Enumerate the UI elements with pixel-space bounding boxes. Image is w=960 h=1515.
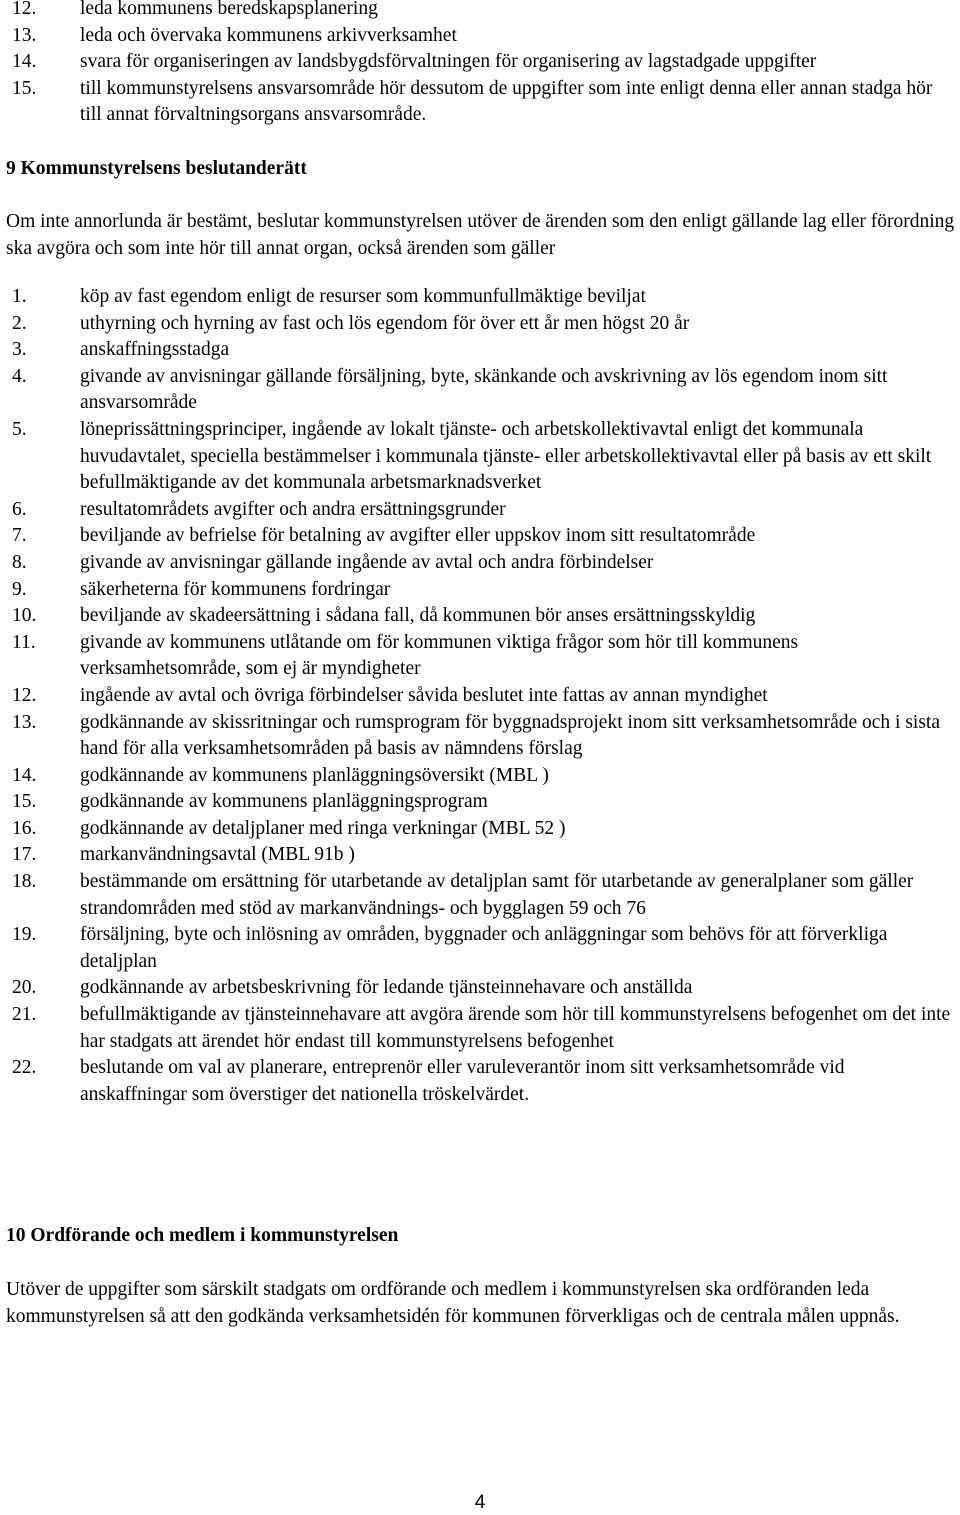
list-item-number: 1.	[12, 286, 27, 307]
list-item-number: 14.	[12, 51, 37, 73]
list-item	[0, 816, 956, 843]
section-9-heading: 9 Kommunstyrelsens beslutanderätt	[6, 158, 307, 179]
list-item-number: 21.	[12, 1004, 37, 1026]
list-item-number: 12.	[12, 0, 37, 19]
list-item-number: 8.	[12, 551, 27, 573]
list-item-text: godkännande av detaljplaner med ringa verkningar (MBL 52 )	[80, 817, 566, 839]
list-item	[0, 417, 956, 497]
section-10-heading: 10 Ordförande och medlem i kommunstyrelsen	[6, 1225, 399, 1246]
list-item-text: leda och övervaka kommunens arkivverksamhet	[80, 24, 457, 46]
list-item	[0, 497, 956, 524]
list-item	[0, 76, 956, 129]
list-item-text: beviljande av skadeersättning i sådana fall, då kommunen bör anses ersättningsskyldig	[80, 605, 756, 627]
list-item	[0, 550, 956, 577]
list-item	[0, 523, 956, 550]
list-item	[0, 0, 956, 23]
list-item	[0, 364, 956, 417]
list-item-text: säkerheterna för kommunens fordringar	[80, 578, 391, 600]
list-item-number: 2.	[12, 312, 27, 334]
list-item-text: uthyrning och hyrning av fast och lös egendom för över ett år men högst 20 år	[80, 312, 690, 334]
list-item-text: godkännande av arbetsbeskrivning för ledande tjänsteinnehavare och anställda	[80, 977, 693, 999]
list-item	[0, 630, 956, 683]
list-item-text: givande av anvisningar gällande försäljning, byte, skänkande och avskrivning av lös egendom inom sitt ansvarsområde	[80, 365, 888, 414]
list-item-number: 6.	[12, 498, 27, 520]
list-item	[0, 763, 956, 790]
list-item-number: 5.	[12, 418, 27, 440]
list-item	[0, 577, 956, 604]
list-item-text: leda kommunens beredskapsplanering	[80, 0, 378, 19]
list-item	[0, 869, 956, 922]
list-item-number: 15.	[12, 791, 37, 813]
page-number: 4	[474, 1492, 486, 1513]
list-item	[0, 603, 956, 630]
list-item-text: markanvändningsavtal (MBL 91b )	[80, 844, 355, 866]
list-item-number: 14.	[12, 764, 37, 786]
list-item-number: 7.	[12, 525, 27, 547]
list-item-number: 10.	[12, 605, 37, 627]
list-item-text: bestämmande om ersättning för utarbetande av detaljplan samt för utarbetande av generalplaner som gäller strandområden med stöd av markanvändnings- och bygglagen 59 och 76	[80, 871, 914, 919]
list-item-number: 4.	[12, 365, 27, 387]
list-item-text: givande av anvisningar gällande ingående av avtal och andra förbindelser	[80, 551, 654, 573]
list-item-number: 22.	[12, 1057, 37, 1079]
list-item-text: godkännande av kommunens planläggningsprogram	[80, 791, 488, 813]
list-item-number: 17.	[12, 844, 37, 866]
list-item-text: godkännande av kommunens planläggningsöversikt (MBL )	[80, 764, 549, 786]
main-list	[0, 284, 956, 1108]
list-item-text: befullmäktigande av tjänsteinnehavare att avgöra ärende som hör till kommunstyrelsens befogenhet om det inte har stadgats att ärendet hör endast till kommunstyrelsens befogenhet	[80, 1004, 951, 1052]
list-item-number: 13.	[12, 711, 37, 733]
top-list	[0, 0, 956, 129]
list-item	[0, 789, 956, 816]
list-item-number: 18.	[12, 871, 37, 893]
list-item-text: givande av kommunens utlåtande om för kommunen viktiga frågor som hör till kommunens verksamhetsområde, som ej är myndigheter	[80, 631, 799, 680]
list-item-text: ingående av avtal och övriga förbindelser såvida beslutet inte fattas av annan myndighet	[80, 684, 768, 706]
list-item	[0, 922, 956, 975]
section-10-text: Utöver de uppgifter som särskilt stadgats om ordförande och medlem i kommunstyrelsen ska ordföranden leda kommunstyrelsen så att den godkända verksamhetsidén för kommunen förverkligas och de centrala målen uppnås.	[6, 1279, 900, 1327]
list-item-number: 11.	[12, 631, 36, 653]
list-item	[0, 1002, 956, 1055]
list-item	[0, 710, 956, 763]
list-item	[0, 311, 956, 338]
list-item-number: 9.	[12, 578, 27, 600]
list-item	[0, 683, 956, 710]
list-item-number: 13.	[12, 24, 37, 46]
list-item-text: svara för organiseringen av landsbygdsförvaltningen för organisering av lagstadgade uppgifter	[80, 51, 817, 73]
list-item	[0, 23, 956, 50]
list-item-number: 12.	[12, 684, 37, 706]
list-item-text: försäljning, byte och inlösning av områden, byggnader och anläggningar som behövs för att förverkliga detaljplan	[80, 924, 888, 972]
list-item-number: 19.	[12, 924, 37, 946]
list-item-number: 20.	[12, 977, 37, 999]
list-item-text: godkännande av skissritningar och rumsprogram för byggnadsprojekt inom sitt verksamhetsområde och i sista hand för alla verksamhetsområden på basis av nämndens förslag	[80, 711, 940, 760]
list-item	[0, 337, 956, 364]
list-item-text: löneprissättningsprinciper, ingående av lokalt tjänste- och arbetskollektivavtal enligt det kommunala huvudavtalet, speciella bestämmelser i kommunala tjänste- eller arbetskollektivavtal eller på basis av ett skilt befullmäktigande av det kommunala arbetsmarknadsverket	[80, 418, 932, 494]
list-item	[0, 1055, 956, 1108]
list-item-text: till kommunstyrelsens ansvarsområde hör dessutom de uppgifter som inte enligt denna eller annan stadga hör till annat förvaltningsorgans ansvarsområde.	[80, 77, 933, 126]
list-item-number: 16.	[12, 817, 37, 839]
list-item	[0, 975, 956, 1002]
section-9-intro: Om inte annorlunda är bestämt, beslutar kommunstyrelsen utöver de ärenden som den enligt gällande lag eller förordning ska avgöra och som inte hör till annat organ, också ärenden som gäller	[6, 211, 955, 259]
list-item	[0, 842, 956, 869]
list-item-text: köp av fast egendom enligt de resurser som kommunfullmäktige beviljat	[80, 286, 646, 307]
list-item-text: resultatområdets avgifter och andra ersättningsgrunder	[80, 498, 506, 520]
list-item	[0, 284, 956, 311]
list-item-number: 15.	[12, 77, 37, 99]
list-item-text: anskaffningsstadga	[80, 339, 230, 361]
list-item-text: beslutande om val av planerare, entreprenör eller varuleverantör inom sitt verksamhetsområde vid anskaffningar som överstiger det nationella tröskelvärdet.	[80, 1057, 845, 1105]
list-item-text: beviljande av befrielse för betalning av avgifter eller uppskov inom sitt resultatområde	[80, 525, 756, 547]
list-item	[0, 49, 956, 76]
list-item-number: 3.	[12, 339, 27, 361]
